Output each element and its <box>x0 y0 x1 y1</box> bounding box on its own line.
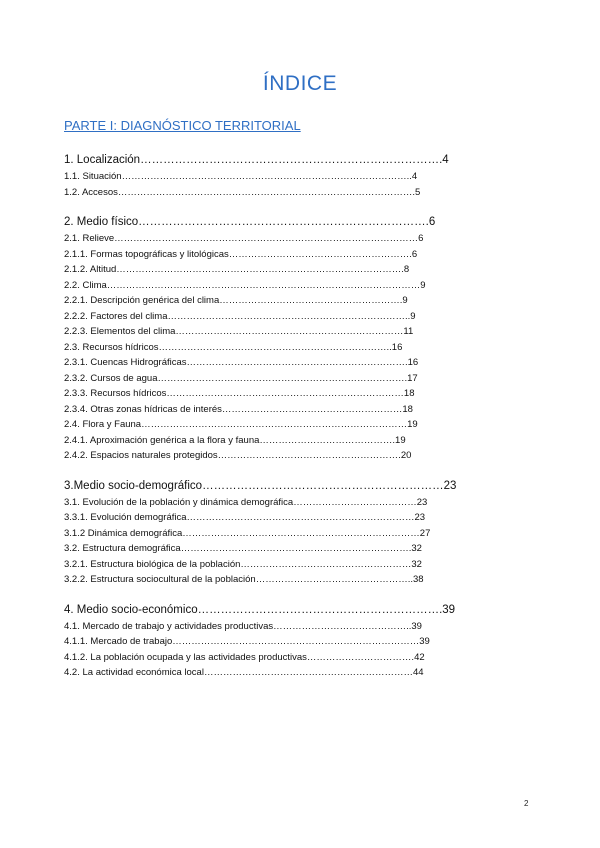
toc-entry[interactable]: 1.1. Situación………………………………………………………………………………..4 <box>64 171 418 182</box>
toc-entry[interactable]: 2.4.2. Espacios naturales protegidos………………………………………………….20 <box>64 450 412 461</box>
toc-entry[interactable]: 2.1.1. Formas topográficas y litológicas………………………………………………….6 <box>64 248 418 260</box>
toc-section-socio-demografico <box>64 478 504 588</box>
toc-entry[interactable]: 2.4.1. Aproximación genérica a la flora y fauna…………………………………….19 <box>64 434 406 446</box>
toc-entry[interactable]: 4.1.2. La población ocupada y las actividades productivas…………………………….42 <box>64 651 425 663</box>
toc-section-socio-economico <box>64 602 504 681</box>
toc-entry[interactable]: 1. Localización…………………………………………………………………….4 <box>64 154 449 166</box>
toc-entry[interactable]: 2.1. Relieve……………………………………………………………………………………6 <box>64 233 424 244</box>
page-title: ÍNDICE <box>262 72 338 95</box>
toc-section-medio-fisico <box>64 214 504 464</box>
part-heading-link[interactable]: PARTE I: DIAGNÓSTICO TERRITORIAL <box>64 118 301 133</box>
toc-entry[interactable]: 4.2. La actividad económica local…………………………………………………………44 <box>64 667 424 678</box>
toc-entry[interactable]: 2.4. Flora y Fauna…………………………………………………………………………19 <box>64 419 418 430</box>
toc-entry[interactable]: 2.3.3. Recursos hídricos…………………………………………………………………18 <box>64 388 415 399</box>
toc-entry[interactable]: 3.1.2 Dinámica demográfica…………………………………………………………………27 <box>64 527 431 539</box>
table-of-contents <box>64 152 504 695</box>
toc-entry[interactable]: 3.2.1. Estructura biológica de la población………………………………………………32 <box>64 558 422 570</box>
toc-entry[interactable]: 3.1. Evolución de la población y dinámica demográfica…………………………………23 <box>64 496 428 508</box>
toc-entry[interactable]: 2.2.1. Descripción genérica del clima………………………………………………….9 <box>64 295 408 306</box>
page-number: 2 <box>524 799 529 808</box>
toc-entry[interactable]: 2. Medio físico………………………………………………………………….6 <box>64 216 436 228</box>
toc-entry[interactable]: 3.3.1. Evolución demográfica………………………………………………………………23 <box>64 512 426 523</box>
toc-entry[interactable]: 4.1.1. Mercado de trabajo……………………………………………………………………39 <box>64 636 430 647</box>
toc-entry[interactable]: 2.1.2. Altitud……………………………………………………………………………….8 <box>64 264 410 275</box>
toc-entry[interactable]: 2.3.4. Otras zonas hídricas de interés…………………………………………………18 <box>64 403 413 415</box>
toc-entry[interactable]: 2.3.1. Cuencas Hidrográficas…………………………………………………………….16 <box>64 357 419 368</box>
toc-entry[interactable]: 3.Medio socio-demográfico………………………………………………………23 <box>64 479 457 492</box>
toc-entry[interactable]: 2.2.2. Factores del clima…………………………………………………………………..9 <box>64 310 416 322</box>
toc-entry[interactable]: 2.3.2. Cursos de agua…………………………………………………………………….17 <box>64 372 418 384</box>
toc-entry[interactable]: 2.3. Recursos hídricos………………………………………………………………..16 <box>64 341 403 353</box>
toc-entry[interactable]: 3.2.2. Estructura sociocultural de la población…………………………………………..38 <box>64 574 424 585</box>
toc-entry[interactable]: 1.2. Accesos………………………………………………………………………………….5 <box>64 186 421 198</box>
toc-entry[interactable]: 2.2.3. Elementos del clima………………………………………………………………11 <box>64 326 414 337</box>
toc-entry[interactable]: 3.2. Estructura demográfica……………………………………………………………….32 <box>64 543 422 554</box>
toc-entry[interactable]: 2.2. Clima………………………………………………………………………………………9 <box>64 279 426 291</box>
toc-section-localizacion <box>64 152 504 200</box>
toc-entry[interactable]: 4. Medio socio-económico……………………………………………………….39 <box>64 603 456 616</box>
toc-entry[interactable]: 4.1. Mercado de trabajo y actividades productivas……………………………………..39 <box>64 620 422 632</box>
